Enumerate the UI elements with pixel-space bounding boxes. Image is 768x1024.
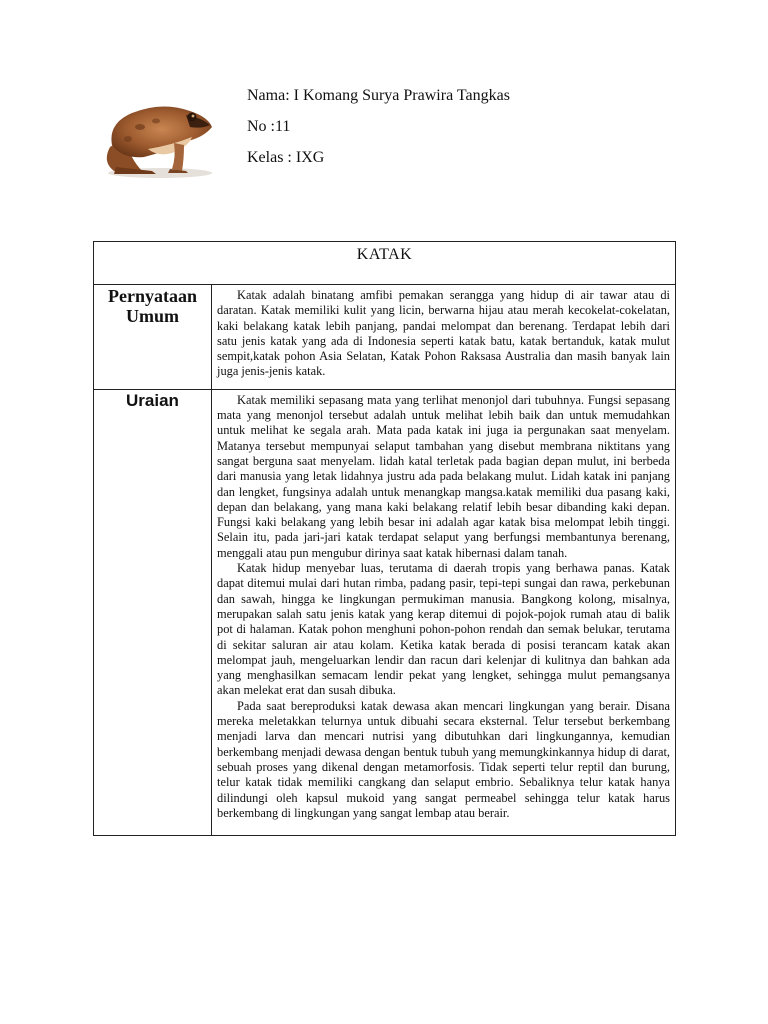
row-label-pernyataan-umum: Pernyataan Umum (94, 285, 212, 390)
row-label-uraian: Uraian (94, 389, 212, 835)
student-name: Nama: I Komang Surya Prawira Tangkas (247, 87, 510, 104)
paragraph: Pada saat bereproduksi katak dewasa akan mencari lingkungan yang berair. Disana mereka meletakkan telurnya untuk dibuahi secara eksternal. Telur tersebut berkembang menjadi larva dan mencari nutrisi yang dibutuhkan dari lingkungannya, kemudian berkembang menjadi dewasa dengan bentuk tubuh yang memungkinkannya hidup di darat, sebuah proses yang dikenal dengan metamorfosis. Tidak seperti telur reptil dan burung, telur katak tidak memiliki cangkang dan selaput embrio. Sebaliknya telur katak hanya dilindungi oleh kapsul mukoid yang sangat permeabel sehingga telur katak harus berkembang di lingkungan yang sangat lembap atau berair. (217, 698, 670, 820)
paragraph: Katak hidup menyebar luas, terutama di daerah tropis yang berhawa panas. Katak dapat ditemui mulai dari hutan rimba, padang pasir, tepi-tepi sungai dan rawa, perkebunan dan sawah, hingga ke lingkungan permukiman manusia. Bangkong kolong, misalnya, merupakan salah satu jenis katak yang kerap ditemui di pojok-pojok rumah atau di balik pot di halaman. Katak pohon menghuni pohon-pohon rendah dan semak belukar, terutama di sekitar saluran air atau kolam. Ketika katak berada di posisi terancam katak akan melompat jauh, mengeluarkan lendir dan racun dari kelenjar di kulitnya dan bahkan ada yang menghasilkan semacam lendir pekat yang lengket, sehingga mulut pemangsanya akan melekat erat dan susah dibuka. (217, 561, 670, 698)
table-row (94, 285, 676, 390)
student-info (247, 86, 510, 179)
paragraph: Katak adalah binatang amfibi pemakan serangga yang hidup di air tawar atau di daratan. Katak memiliki kulit yang licin, berwarna hijau atau merah kecokelat-cokelatan, kaki belakang katak lebih panjang, pandai melompat dan berenang. Terdapat lebih dari satu jenis katak yang ada di Indonesia seperti katak batu, katak bertanduk, katak mulut sempit,katak pohon Asia Selatan, Katak Pohon Raksasa Australia dan masih banyak lain juga jenis-jenis katak. (217, 288, 670, 379)
table-row (94, 389, 676, 835)
paragraph: Katak memiliki sepasang mata yang terlihat menonjol dari tubuhnya. Fungsi sepasang mata yang menonjol tersebut adalah untuk melihat lebih baik dan untuk memudahkan untuk melihat ke segala arah. Mata pada katak ini juga ia pergunakan saat menyelam. Matanya tersebut mempunyai selaput tambahan yang disebut membrana niktitans yang sangat berguna saat menyelam. lidah katal terletak pada bagian depan mulut, ini berbeda dari manusia yang letak lidahnya justru ada pada belakang mulut. Lidah katak ini panjang dan lengket, fungsinya adalah untuk menangkap mangsa.katak memiliki dua pasang kaki, depan dan belakang, yang mana kaki belakang relatif lebih besar dibanding kaki depan. Fungsi kaki belakang yang lebih besar ini adalah agar katak bisa melompat lebih tinggi. Selain itu, pada jari-jari katak terdapat selaput yang berfungsi membantunya berenang, menggali atau pun mengubur dirinya saat katak hibernasi dalam tanah. (217, 392, 670, 560)
table-title: KATAK (94, 242, 676, 285)
student-number: No :11 (247, 118, 291, 135)
table-title-row (94, 242, 676, 285)
student-class: Kelas : IXG (247, 149, 325, 166)
report-table (93, 241, 676, 836)
row-body-uraian (212, 389, 676, 835)
frog-photo-icon (92, 87, 228, 179)
row-body-pernyataan-umum (212, 285, 676, 390)
